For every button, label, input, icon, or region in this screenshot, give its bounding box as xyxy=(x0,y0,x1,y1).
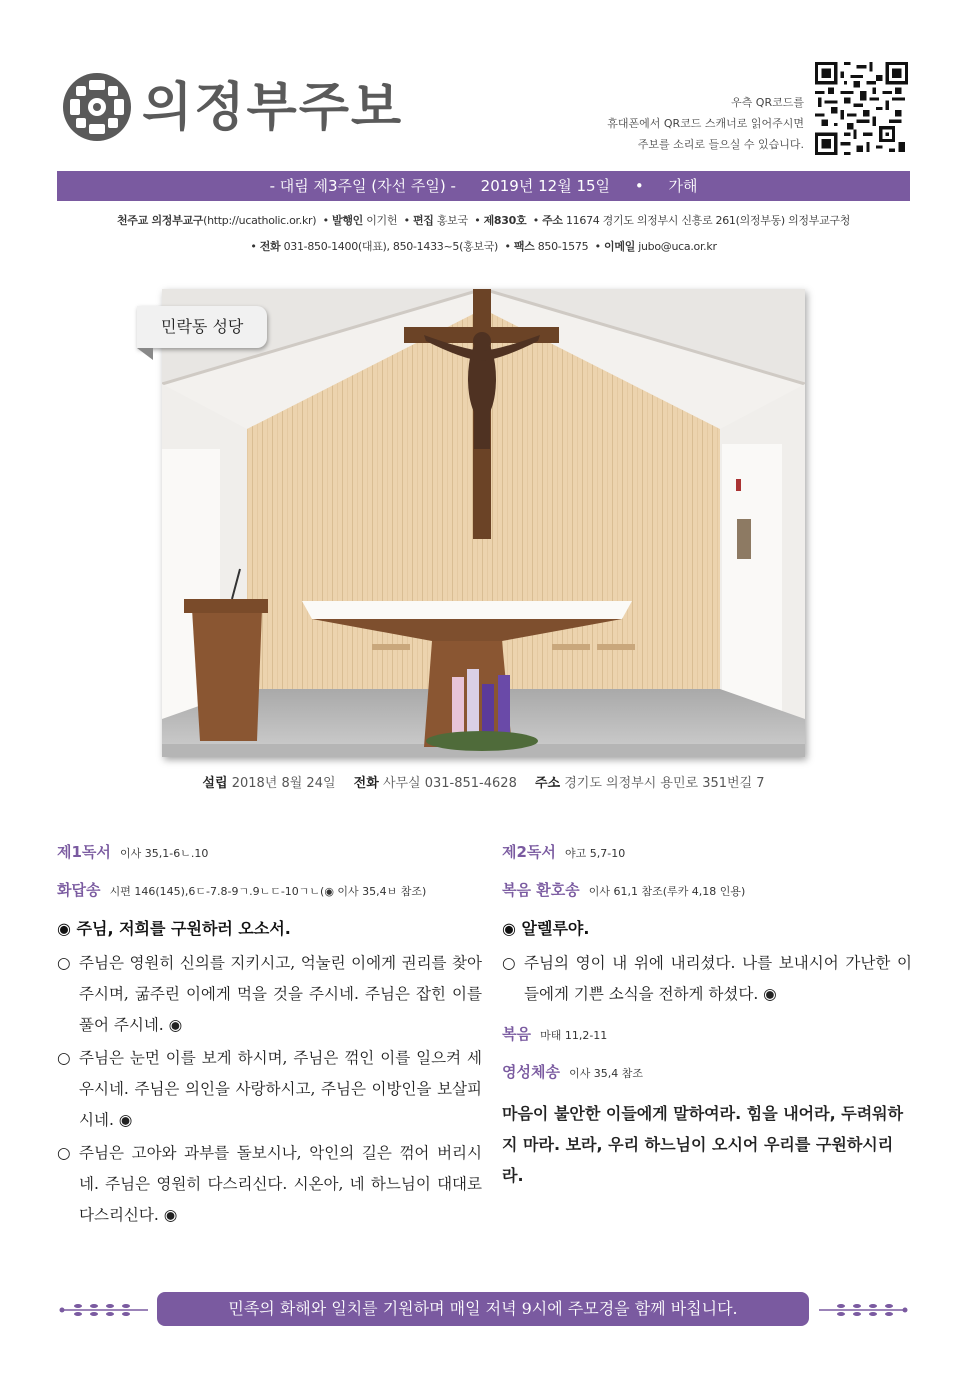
diocese-url[interactable]: (http://ucatholic.or.kr) xyxy=(203,214,317,227)
acclamation-verse: ○ 주님의 영이 내 위에 내리셨다. 나를 보내시어 가난한 이들에게 기쁜 소식을 전하게 하셨다. ◉ xyxy=(502,954,912,1003)
qr-instructions: 우측 QR코드를 휴대폰에서 QR코드 스캐너로 읽어주시면 주보를 소리로 들으실 수 있습니다. xyxy=(607,96,804,151)
diocese-logo-icon xyxy=(62,72,132,142)
psalm-verse: ○ 주님은 고아와 과부를 돌보시나, 악인의 길은 꺾어 버리시네. 주님은 영원히 다스리신다. 시온아, 네 하느님이 대대로 다스리신다. ◉ xyxy=(57,1144,482,1224)
left-readings-column xyxy=(57,842,482,1233)
liturgical-occasion: - 대림 제3주일 (자선 주일) - xyxy=(269,177,456,195)
psalm-verse: ○ 주님은 눈먼 이를 보게 하시며, 주님은 꺾인 이를 일으켜 세우시네. 주님은 의인을 사랑하시고, 주님은 이방인을 보살피시네. ◉ xyxy=(57,1049,482,1129)
gospel-reading: 복음 마태 11,2-11 xyxy=(502,1025,608,1043)
psalm-verse: ○ 주님은 영원히 신의를 지키시고, 억눌린 이에게 권리를 찾아 주시며, 굶주린 이에게 먹을 것을 주시네. 주님은 잡힌 이를 풀어 주시네. ◉ xyxy=(57,954,482,1034)
email-link[interactable]: jubo@uca.or.kr xyxy=(638,240,717,253)
right-readings-column xyxy=(502,842,912,1191)
parish-info-caption: 설립 2018년 8월 24일 전화 사무실 031-851-4628 주소 경기도 의정부시 용민로 351번길 7 xyxy=(202,776,765,791)
second-reading: 제2독서 야고 5,7-10 xyxy=(502,843,626,861)
alleluia-response: ◉ 알렐루야. xyxy=(502,919,590,938)
communion-antiphon: 영성체송 이사 35,4 참조 xyxy=(502,1063,644,1081)
publication-info: 천주교 의정부교구(http://ucatholic.or.kr) • 발행인 이기헌 • 편집 홍보국 • 제830호 • 주소 11674 경기도 의정부시 신흥로 261(의정부동) 의정부교구청 • 전화 031-850-1400(대표), 850-1433~5(홍보국) • 팩스 850-1575 • 이메일 jubo@uca.or.kr xyxy=(116,214,851,253)
tag-fold-decoration xyxy=(137,348,153,360)
church-interior-photo xyxy=(162,289,805,757)
first-reading: 제1독서 이사 35,1-6ㄴ.10 xyxy=(57,843,209,861)
liturgical-date-banner: - 대림 제3주일 (자선 주일) - 2019년 12월 15일 • 가해 xyxy=(57,171,910,201)
parish-name-tag: 민락동 성당 xyxy=(137,306,267,348)
vine-decoration-icon xyxy=(58,1302,150,1318)
publication-title: 의정부주보 xyxy=(142,77,404,138)
psalm-response: ◉ 주님, 저희를 구원하러 오소서. xyxy=(57,919,291,938)
responsorial-psalm: 화답송 시편 146(145),6ㄷ-7.8-9ㄱ.9ㄴㄷ-10ㄱㄴ(◉ 이사 35,4ㅂ 참조) xyxy=(57,881,427,899)
vine-decoration-icon xyxy=(817,1302,909,1318)
communion-text: 마음이 불안한 이들에게 말하여라. 힘을 내어라, 두려워하지 마라. 보라, 우리 하느님이 오시어 우리를 구원하시리라. xyxy=(502,1104,904,1185)
qr-code-icon[interactable] xyxy=(815,62,908,155)
year-cycle: 가해 xyxy=(668,177,698,195)
prayer-reminder-banner: 민족의 화해와 일치를 기원하며 매일 저녁 9시에 주모경을 함께 바칩니다. xyxy=(157,1292,809,1326)
issue-date: 2019년 12월 15일 xyxy=(480,177,611,195)
gospel-acclamation: 복음 환호송 이사 61,1 참조(루카 4,18 인용) xyxy=(502,881,746,899)
